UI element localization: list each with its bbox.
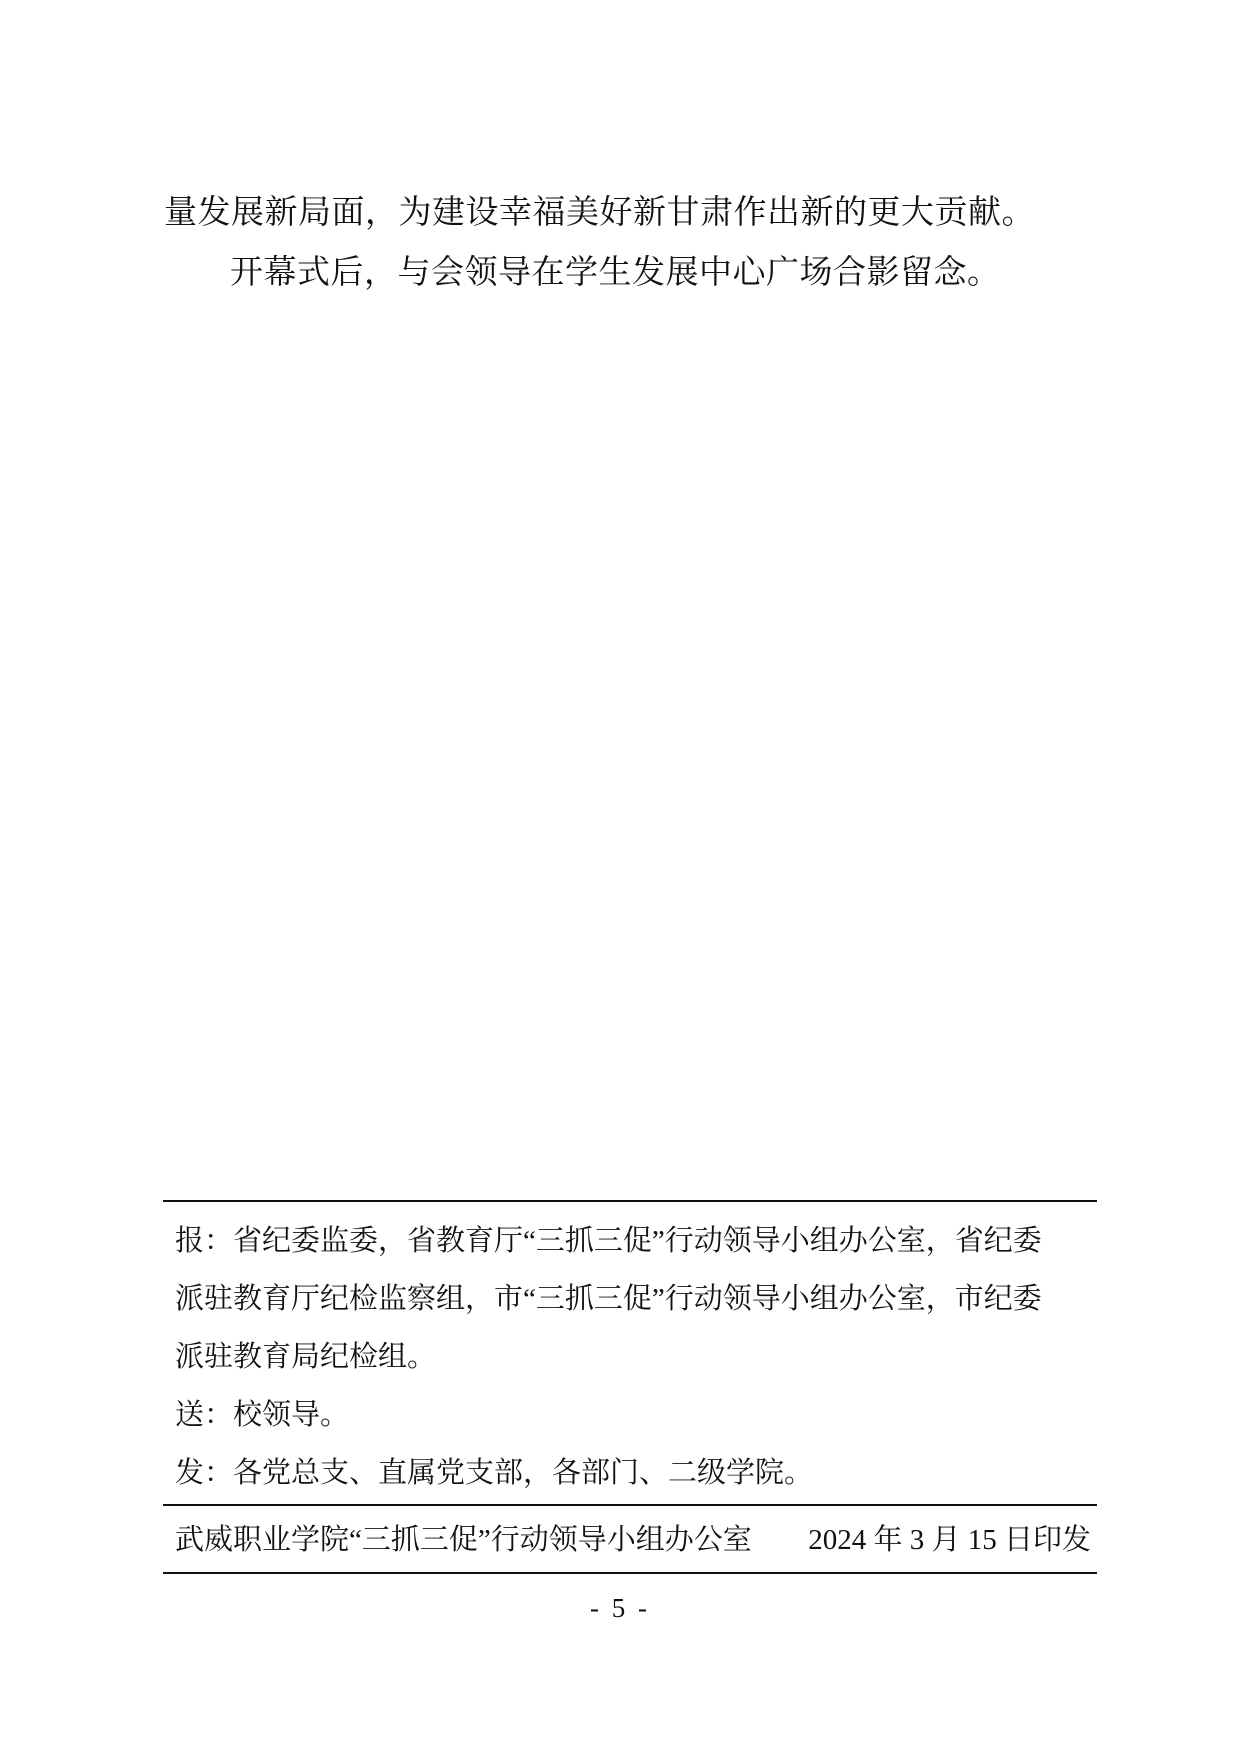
report-line-3: 派驻教育局纪检组。 [175, 1341, 437, 1373]
issue-line: 发：各党总支、直属党支部，各部门、二级学院。 [175, 1457, 814, 1489]
body-paragraphs [164, 183, 1144, 303]
printer-row [163, 1506, 1097, 1572]
colophon-bottom-rule [163, 1572, 1097, 1574]
report-line-2: 派驻教育厅纪检监察组，市“三抓三促”行动领导小组办公室，市纪委 [175, 1283, 1042, 1315]
printer-office: 武威职业学院“三抓三促”行动领导小组办公室 [175, 1524, 752, 1556]
report-line-1: 报：省纪委监委，省教育厅“三抓三促”行动领导小组办公室，省纪委 [175, 1225, 1042, 1257]
page-number: - 5 - [590, 1593, 650, 1623]
colophon-block [163, 1200, 1097, 1574]
send-line: 送：校领导。 [175, 1399, 350, 1431]
paragraph-closing-line: 开幕式后，与会领导在学生发展中心广场合影留念。 [230, 255, 1001, 291]
print-date: 2024 年 3 月 15 日印发 [808, 1524, 1091, 1556]
distribution-lines [163, 1202, 1097, 1502]
paragraph-continuation-line: 量发展新局面，为建设幸福美好新甘肃作出新的更大贡献。 [164, 195, 1035, 231]
